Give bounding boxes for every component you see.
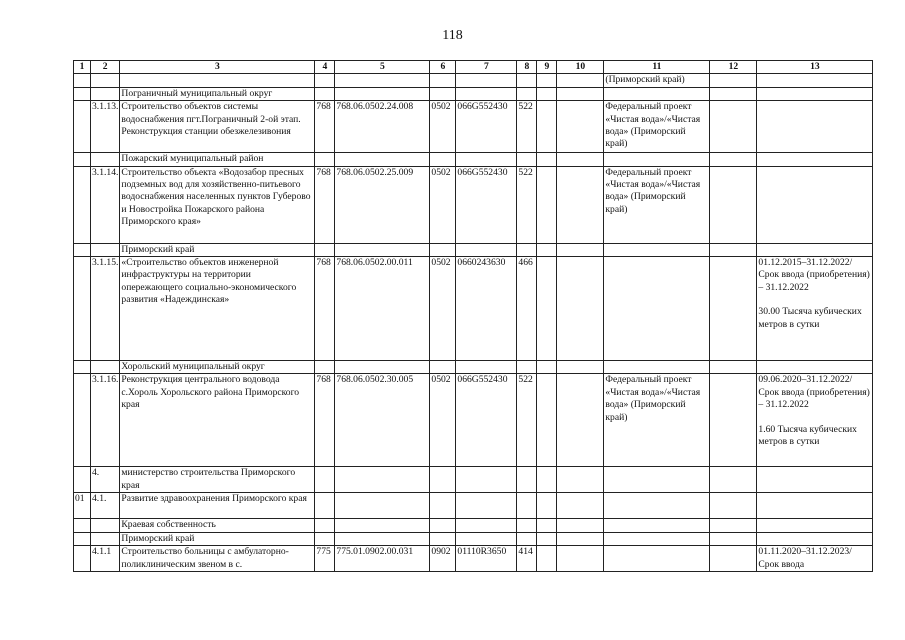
code-cell: 768	[315, 374, 335, 467]
code-cell: 768.06.0502.25.009	[335, 166, 430, 243]
section-title: Пограничный муниципальный округ	[120, 87, 315, 100]
header-cell: 12	[710, 61, 757, 74]
item-number: 3.1.15.	[91, 257, 120, 361]
table-row	[74, 74, 873, 87]
code-cell: 522	[517, 101, 537, 153]
item-title: Строительство больницы с амбулаторно-поликлиническим звеном в с.	[120, 546, 315, 572]
program-cell: Федеральный проект «Чистая вода»/«Чистая вода» (Приморский край)	[604, 101, 710, 153]
section-row	[74, 361, 873, 374]
term-cell	[757, 166, 873, 243]
item-number: 3.1.14.	[91, 166, 120, 243]
table-row	[74, 257, 873, 361]
item-number: 4.1.	[91, 493, 120, 519]
section-title: Приморский край	[120, 243, 315, 256]
item-title: Реконструкция центрального водовода с.Хороль Хорольского района Приморского края	[120, 374, 315, 467]
item-title: Строительство объектов системы водоснабжения пгт.Пограничный 2-ой этап. Реконструкция станции обезжелезивония	[120, 101, 315, 153]
term-cell	[757, 257, 873, 361]
header-cell: 6	[430, 61, 456, 74]
header-cell: 8	[517, 61, 537, 74]
item-number: 3.1.16.	[91, 374, 120, 467]
header-cell: 5	[335, 61, 430, 74]
row-code: 01	[74, 493, 91, 519]
code-cell: 522	[517, 166, 537, 243]
table-row	[74, 374, 873, 467]
code-cell: 522	[517, 374, 537, 467]
header-cell: 3	[120, 61, 315, 74]
code-cell: 768.06.0502.30.005	[335, 374, 430, 467]
program-cell: Федеральный проект «Чистая вода»/«Чистая вода» (Приморский край)	[604, 374, 710, 467]
item-number: 4.1.1	[91, 546, 120, 572]
section-title: Пожарский муниципальный район	[120, 153, 315, 166]
code-cell: 775.01.0902.00.031	[335, 546, 430, 572]
program-cell: (Приморский край)	[604, 74, 710, 87]
term-cell: 01.11.2020–31.12.2023/ Срок ввода	[757, 546, 873, 572]
program-cell	[604, 257, 710, 361]
code-cell: 0502	[430, 374, 456, 467]
document-table	[73, 60, 873, 572]
item-title: «Строительство объектов инженерной инфраструктуры на территории опережающего социально-экономического развития «Надеждинская»	[120, 257, 315, 361]
item-title: министерство строительства Приморского края	[120, 467, 315, 493]
term-cell	[757, 101, 873, 153]
header-row	[74, 61, 873, 74]
section-row	[74, 87, 873, 100]
table-row	[74, 546, 873, 572]
header-cell: 13	[757, 61, 873, 74]
term-dates: 09.06.2020–31.12.2022/ Срок ввода (приобретения) – 31.12.2022	[758, 374, 870, 411]
header-cell: 1	[74, 61, 91, 74]
header-cell: 11	[604, 61, 710, 74]
code-cell: 0502	[430, 257, 456, 361]
code-cell: 0502	[430, 101, 456, 153]
item-title: Приморский край	[120, 532, 315, 545]
item-title: Строительство объекта «Водозабор пресных подземных вод для хозяйственно-питьевого водоснабжения населенных пунктов Губерово и Новостройка Пожарского района Приморского края»	[120, 166, 315, 243]
page-number: 118	[442, 28, 463, 43]
code-cell: 066G552430	[456, 166, 517, 243]
program-cell: Федеральный проект «Чистая вода»/«Чистая вода» (Приморский край)	[604, 166, 710, 243]
table-row	[74, 519, 873, 532]
table-row	[74, 493, 873, 519]
code-cell: 0502	[430, 166, 456, 243]
code-cell: 01110R3650	[456, 546, 517, 572]
code-cell: 768.06.0502.00.011	[335, 257, 430, 361]
section-row	[74, 243, 873, 256]
header-cell: 2	[91, 61, 120, 74]
code-cell: 0902	[430, 546, 456, 572]
item-title: Краевая собственность	[120, 519, 315, 532]
capacity-value: 30.00 Тысяча кубических метров в сутки	[758, 306, 862, 330]
item-number: 3.1.13.	[91, 101, 120, 153]
item-number: 4.	[91, 467, 120, 493]
code-cell: 768.06.0502.24.008	[335, 101, 430, 153]
table-row	[74, 532, 873, 545]
section-title: Хорольский муниципальный округ	[120, 361, 315, 374]
header-cell: 10	[557, 61, 604, 74]
header-cell: 4	[315, 61, 335, 74]
code-cell: 775	[315, 546, 335, 572]
table-row	[74, 101, 873, 153]
code-cell: 0660243630	[456, 257, 517, 361]
term-cell	[757, 374, 873, 467]
code-cell: 768	[315, 257, 335, 361]
code-cell: 768	[315, 166, 335, 243]
header-cell: 7	[456, 61, 517, 74]
item-title: Развитие здравоохранения Приморского края	[120, 493, 315, 519]
code-cell: 066G552430	[456, 374, 517, 467]
code-cell: 414	[517, 546, 537, 572]
header-cell: 9	[537, 61, 557, 74]
code-cell: 066G552430	[456, 101, 517, 153]
section-row	[74, 153, 873, 166]
capacity-value: 1.60 Тысяча кубических метров в сутки	[758, 423, 857, 448]
program-cell	[604, 546, 710, 572]
table-row	[74, 467, 873, 493]
code-cell: 768	[315, 101, 335, 153]
term-dates: 01.12.2015–31.12.2022/ Срок ввода (приобретения) – 31.12.2022	[758, 257, 870, 293]
table-row	[74, 166, 873, 243]
code-cell: 466	[517, 257, 537, 361]
